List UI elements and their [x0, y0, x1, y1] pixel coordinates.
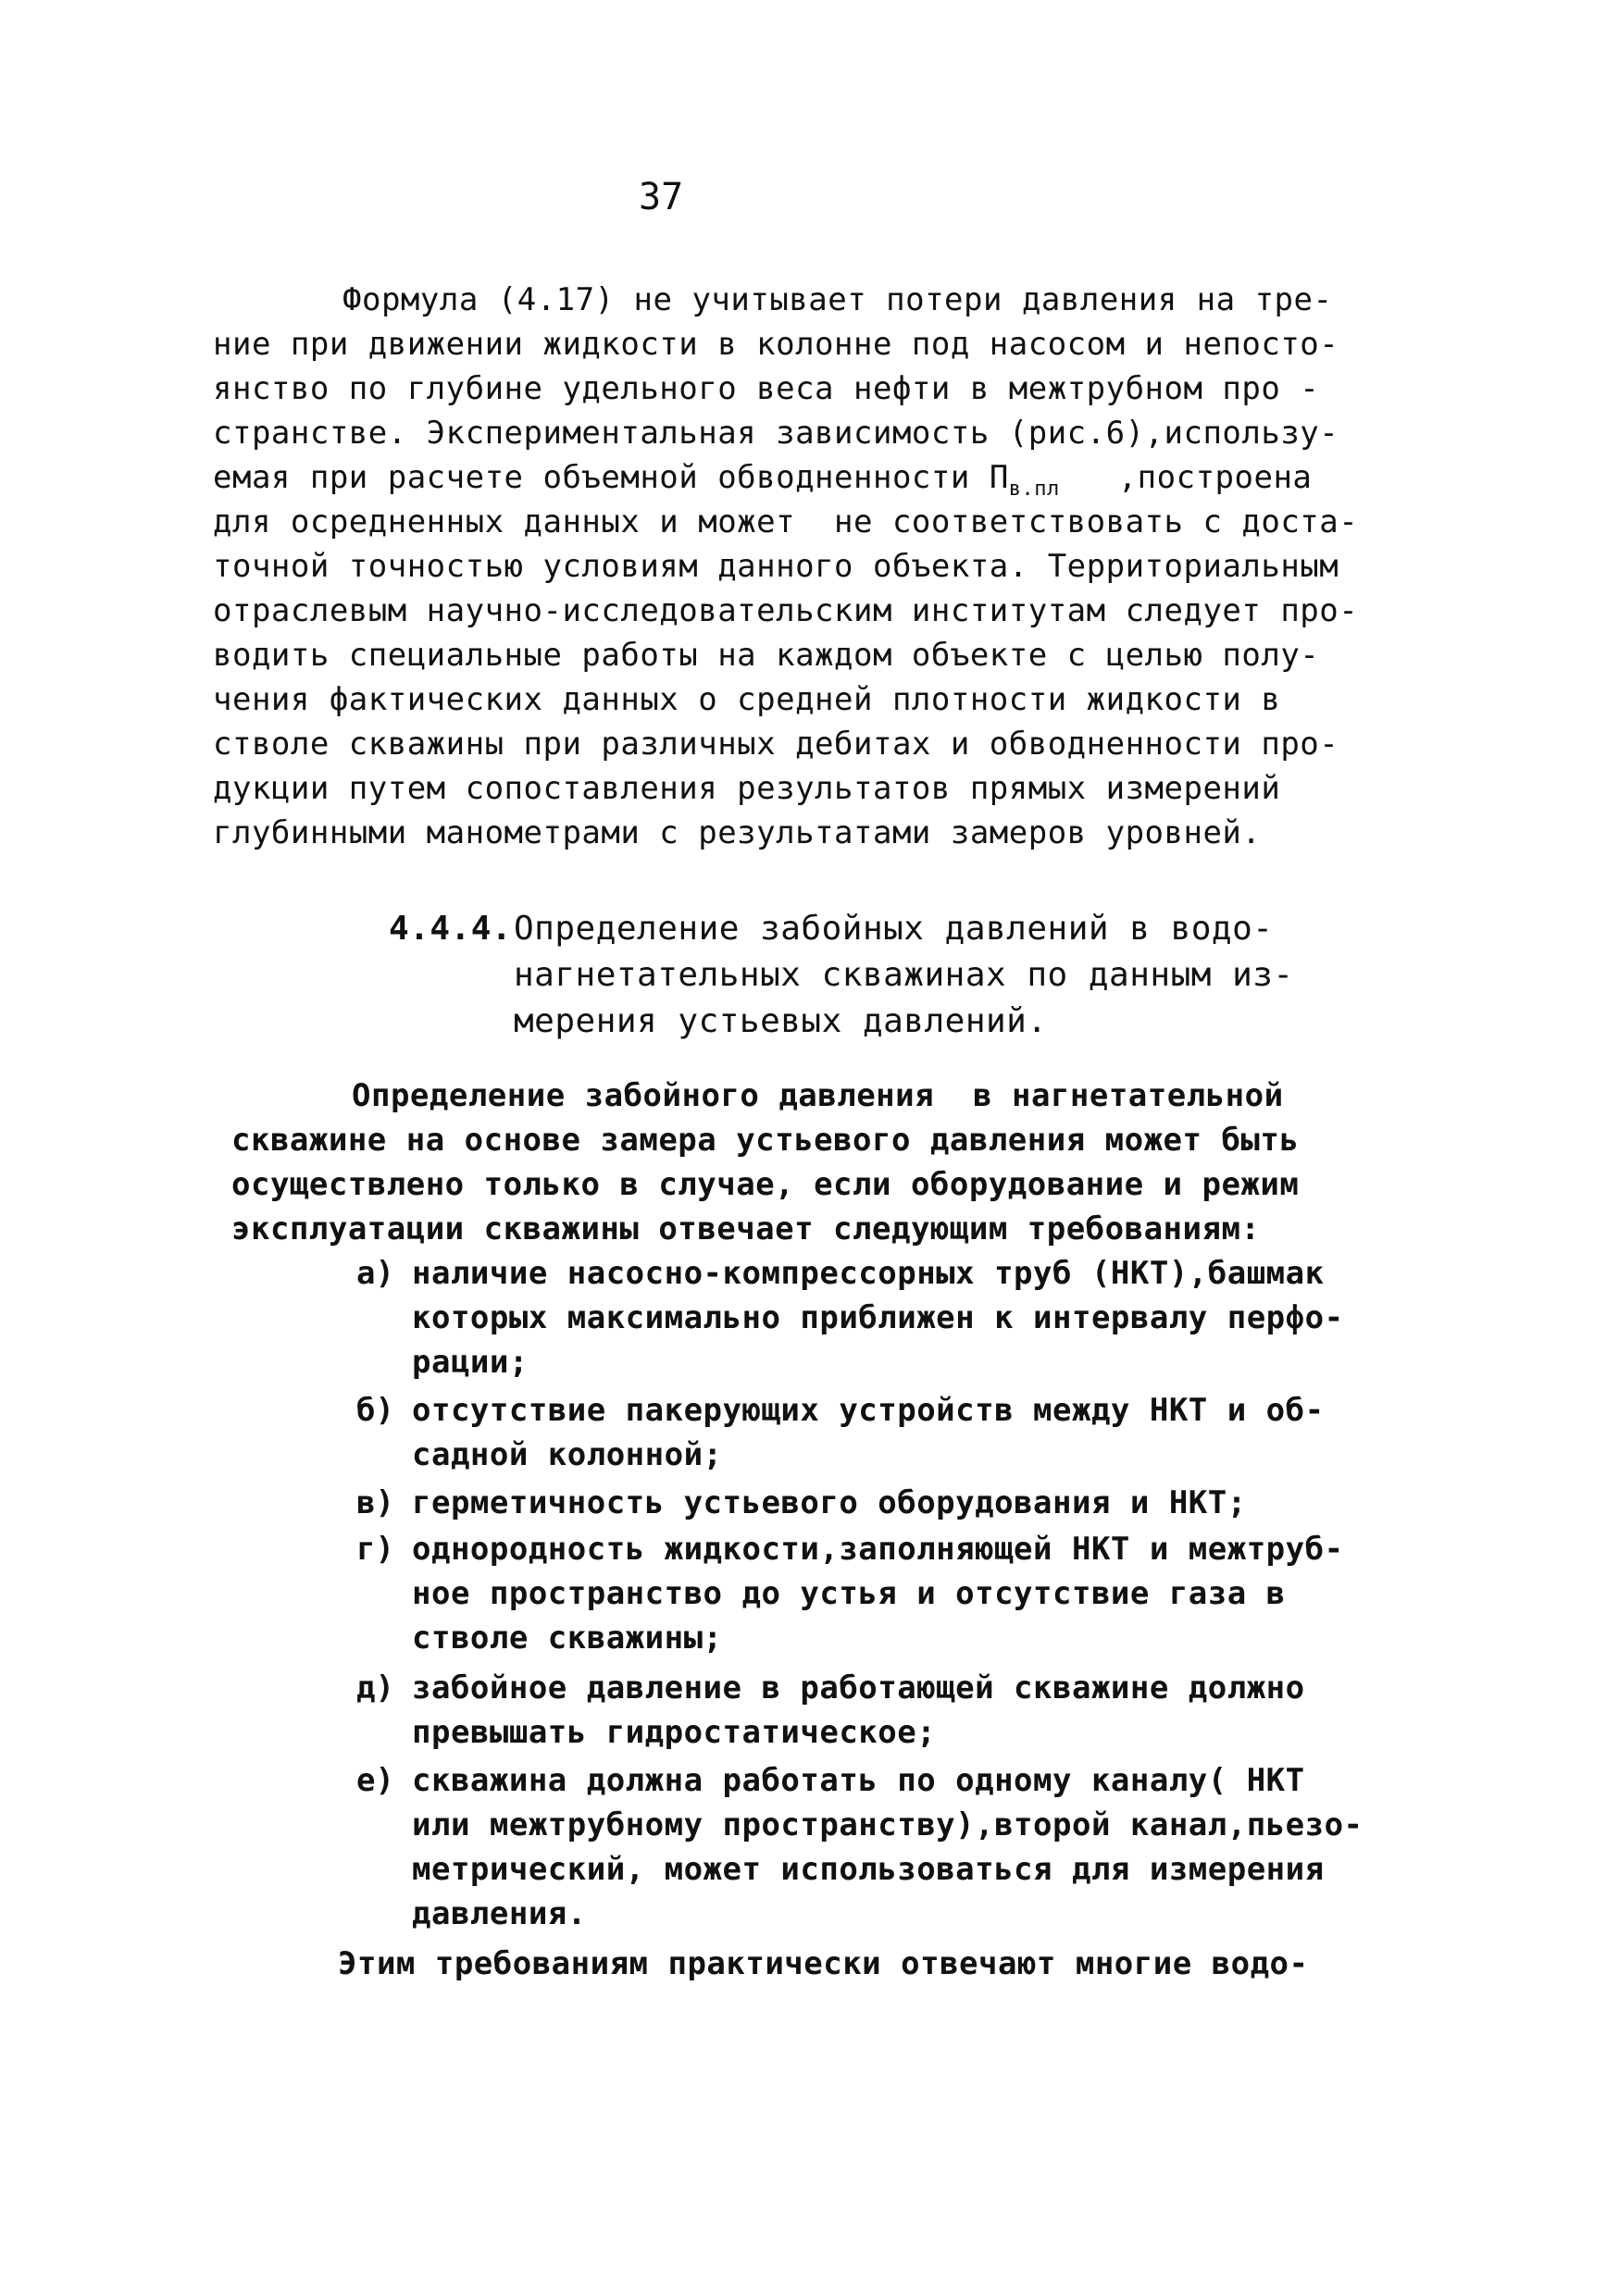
- section-number: 4.4.4.: [389, 910, 513, 948]
- text-line: глубинными манометрами с результатами замеров уровней.: [213, 814, 1262, 851]
- formula-subscript: в.пл: [1008, 478, 1060, 501]
- list-item-line: наличие насосно-компрессорных труб (НКТ),башмак: [412, 1255, 1325, 1292]
- text-line: янство по глубине удельного веса нефти в межтрубном про -: [213, 370, 1320, 407]
- text-line: странстве. Экспериментальная зависимость (рис.6),использу-: [213, 415, 1339, 452]
- text-line: осуществлено только в случае, если оборудование и режим: [231, 1166, 1300, 1203]
- heading-line: Определение забойных давлений в водо-: [514, 910, 1274, 948]
- page-number: 37: [639, 176, 684, 218]
- text-line: Определение забойного давления в нагнетательной: [352, 1077, 1284, 1114]
- text-line: эксплуатации скважины отвечает следующим требованиям:: [231, 1210, 1261, 1247]
- list-marker: а): [356, 1255, 394, 1292]
- text-line: ние при движении жидкости в колонне под насосом и непосто-: [213, 326, 1339, 363]
- list-item-line: давления.: [412, 1895, 587, 1932]
- list-item-line: герметичность устьевого оборудования и НКТ;: [412, 1484, 1247, 1521]
- text-fragment: ,построена: [1117, 459, 1313, 496]
- list-item-line: забойное давление в работающей скважине должно: [412, 1669, 1305, 1706]
- list-marker: г): [356, 1531, 394, 1568]
- list-marker: д): [356, 1669, 394, 1706]
- list-item-line: превышать гидростатическое;: [412, 1714, 937, 1751]
- list-marker: е): [356, 1762, 394, 1799]
- text-line: для осредненных данных и может не соответствовать с доста-: [213, 503, 1359, 540]
- list-item-line: скважина должна работать по одному каналу( НКТ: [412, 1762, 1305, 1799]
- list-item-line: или межтрубному пространству),второй канал,пьезо-: [412, 1806, 1364, 1843]
- list-item-line: однородность жидкости,заполняющей НКТ и межтруб-: [412, 1531, 1344, 1568]
- list-item-line: стволе скважины;: [412, 1620, 723, 1657]
- list-marker: б): [356, 1392, 394, 1429]
- text-line: стволе скважины при различных дебитах и обводненности про-: [213, 726, 1339, 763]
- list-item-line: которых максимально приближен к интервалу перфо-: [412, 1299, 1344, 1336]
- text-line: чения фактических данных о средней плотности жидкости в: [213, 681, 1281, 718]
- list-item-line: садной колонной;: [412, 1436, 723, 1473]
- list-item-line: рации;: [412, 1344, 529, 1381]
- text-line: точной точностью условиям данного объекта. Территориальным: [213, 548, 1339, 585]
- text-line: водить специальные работы на каждом объекте с целью полу-: [213, 637, 1320, 674]
- formula-symbol: П: [989, 459, 1009, 496]
- text-line: отраслевым научно-исследовательским институтам следует про-: [213, 592, 1359, 629]
- text-line: дукции путем сопоставления результатов прямых измерений: [213, 770, 1281, 807]
- list-item-line: отсутствие пакерующих устройств между НКТ и об-: [412, 1392, 1325, 1429]
- text-line: скважине на основе замера устьевого давления может быть: [231, 1122, 1300, 1159]
- heading-line: нагнетательных скважинах по данным из-: [514, 956, 1294, 994]
- closing-line: Этим требованиям практически отвечают многие водо-: [338, 1945, 1309, 1982]
- list-item-line: метрический, может использоваться для измерения: [412, 1851, 1325, 1888]
- text-line: емая при расчете объемной обводненности: [213, 459, 970, 496]
- list-item-line: ное пространство до устья и отсутствие газа в: [412, 1575, 1286, 1612]
- text-line: Формула (4.17) не учитывает потери давления на тре-: [342, 281, 1333, 318]
- heading-line: мерения устьевых давлений.: [514, 1002, 1048, 1040]
- list-marker: в): [356, 1484, 394, 1521]
